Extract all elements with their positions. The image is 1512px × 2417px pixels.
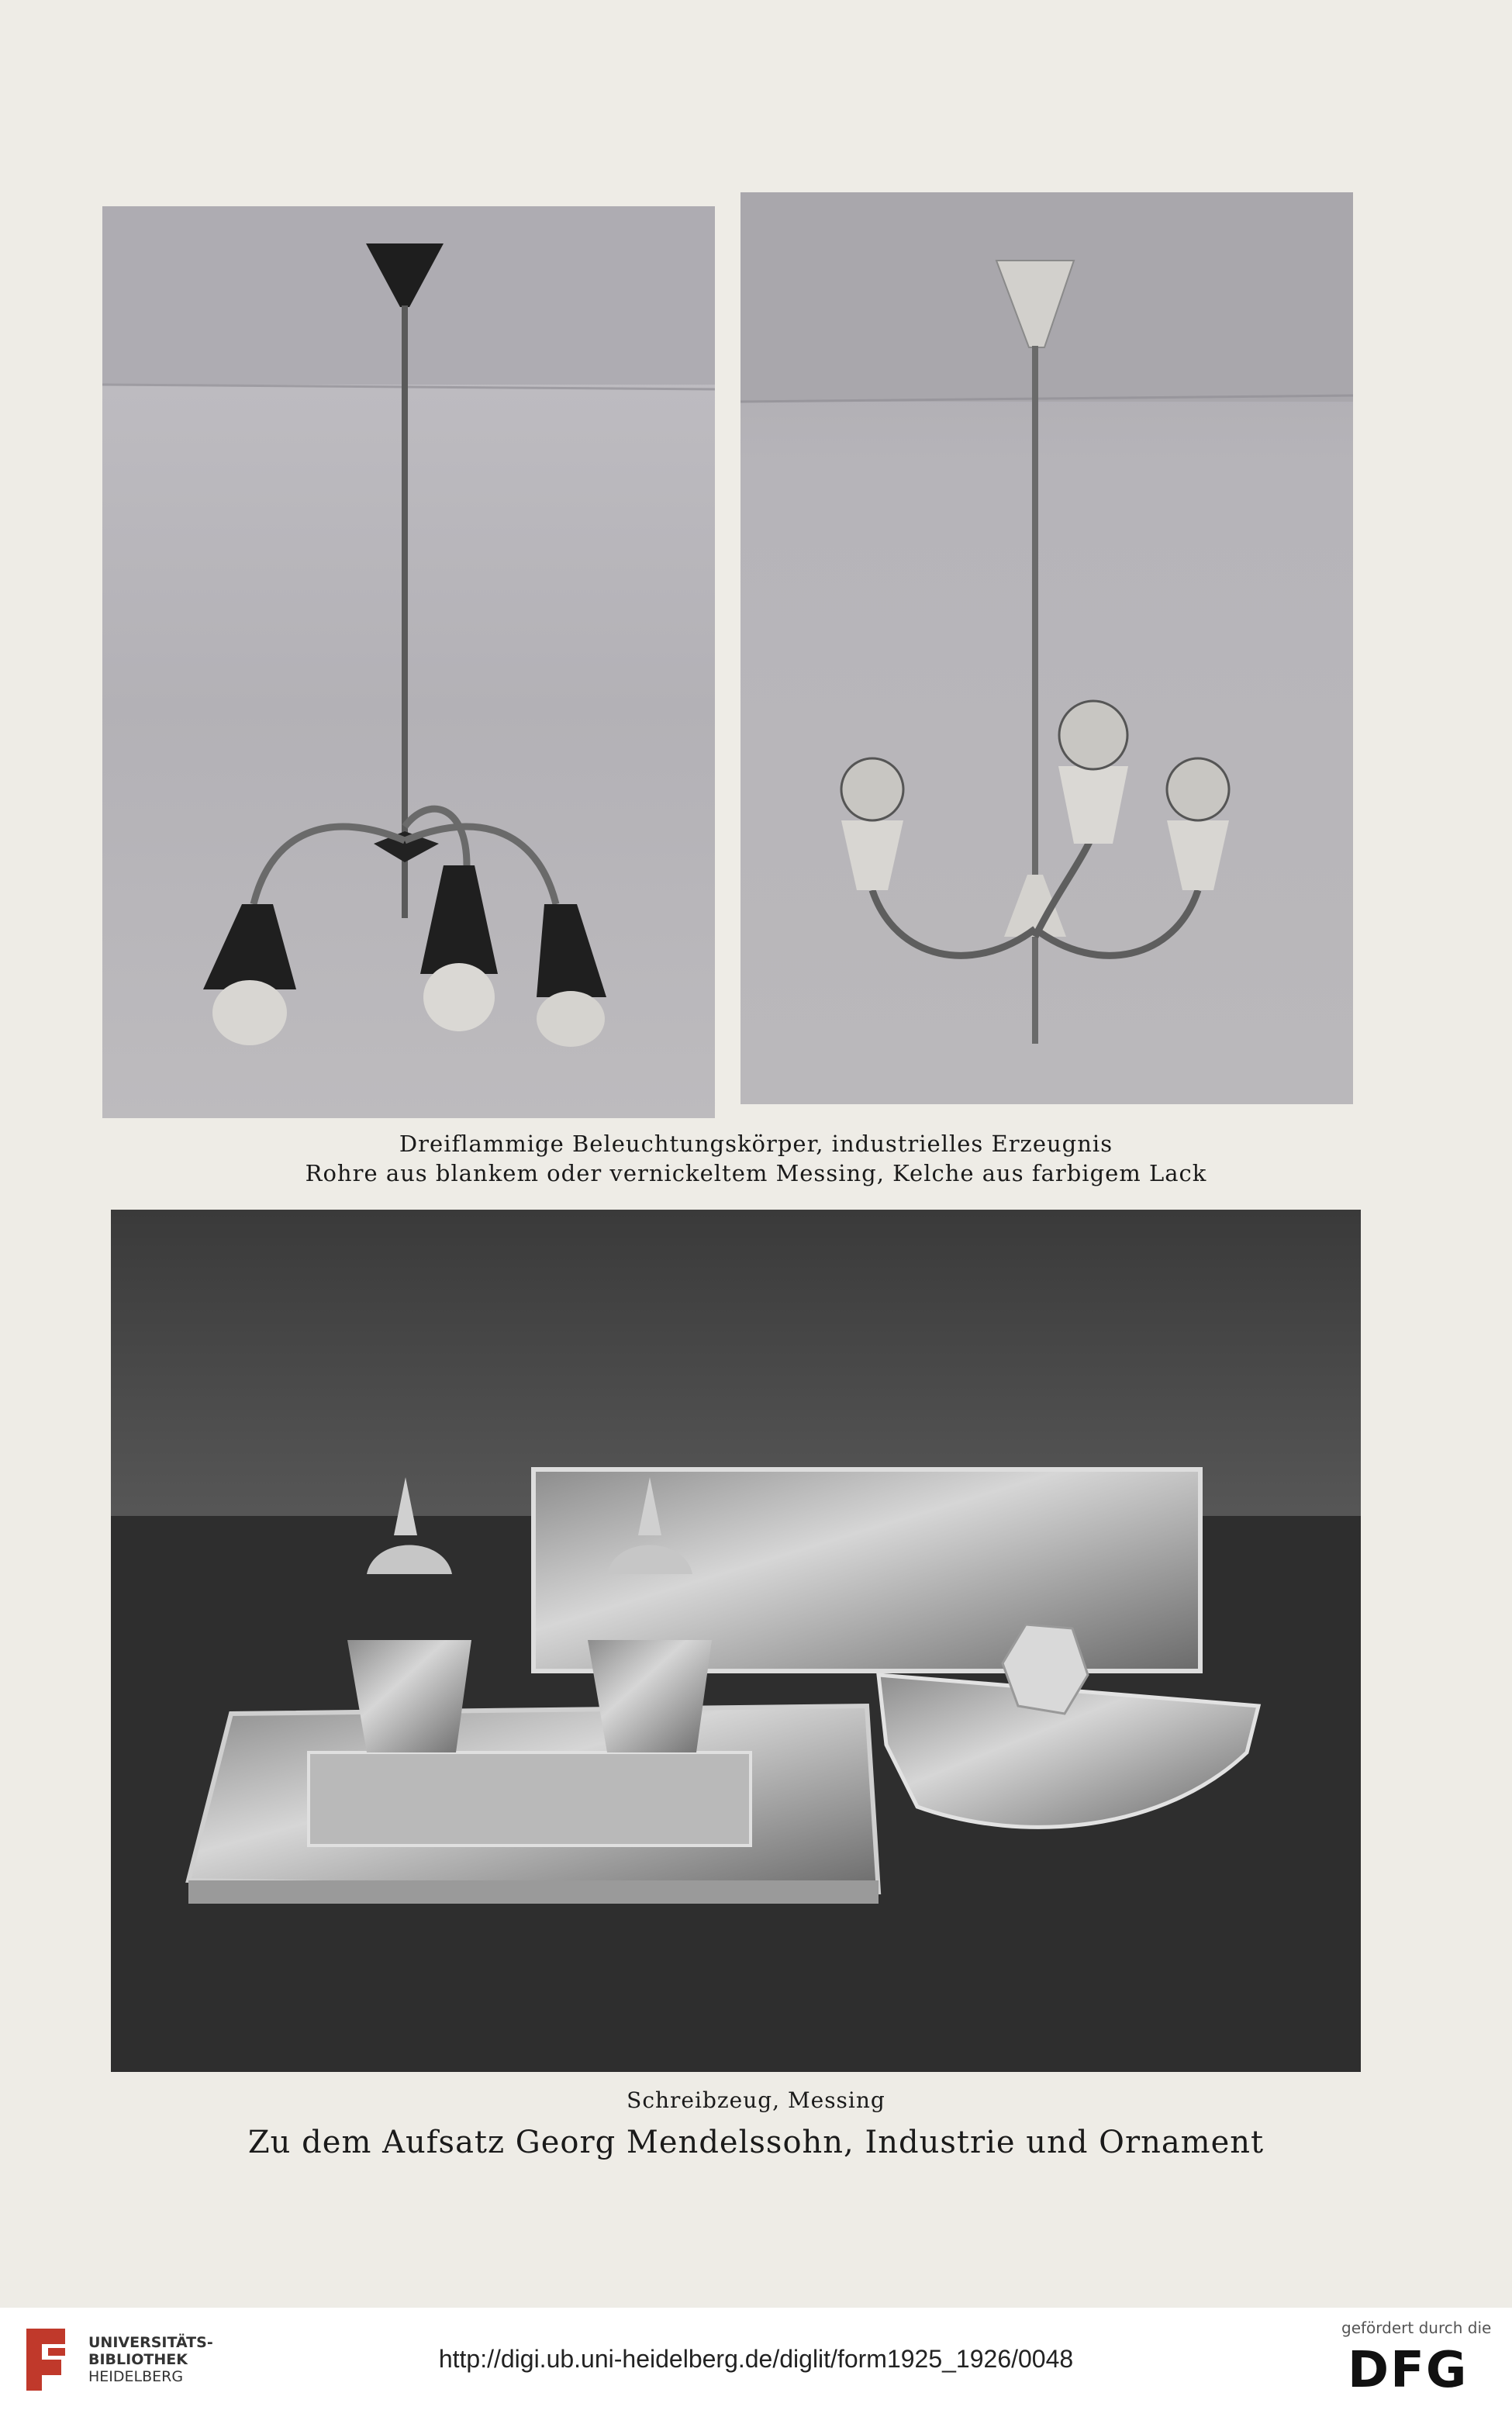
dfg-logo-block[interactable] xyxy=(1334,2319,1504,2399)
funded-by-label: gefördert durch die xyxy=(1341,2319,1492,2337)
permalink-url[interactable]: http://digi.ub.uni-heidelberg.de/diglit/form1925_1926/0048 xyxy=(438,2345,1074,2373)
caption-lamps-line2: Rohre aus blankem oder vernickeltem Messing, Kelche aus farbigem Lack xyxy=(305,1160,1207,1186)
photo-chandelier-light-shades xyxy=(740,192,1353,1104)
caption-desk-set: Schreibzeug, Messing xyxy=(627,2087,885,2113)
photo-chandelier-dark-shades xyxy=(102,206,715,1118)
dfg-logo: DFG xyxy=(1348,2342,1469,2399)
library-name-line3: HEIDELBERG xyxy=(88,2368,184,2385)
library-name-line1: UNIVERSITÄTS- xyxy=(88,2334,213,2351)
photo-desk-set xyxy=(111,1210,1361,2072)
library-name-line2: BIBLIOTHEK xyxy=(88,2351,188,2368)
caption-lamps-line1: Dreiflammige Beleuchtungskörper, industrielles Erzeugnis xyxy=(399,1131,1113,1157)
caption-article: Zu dem Aufsatz Georg Mendelssohn, Industrie und Ornament xyxy=(247,2125,1265,2160)
